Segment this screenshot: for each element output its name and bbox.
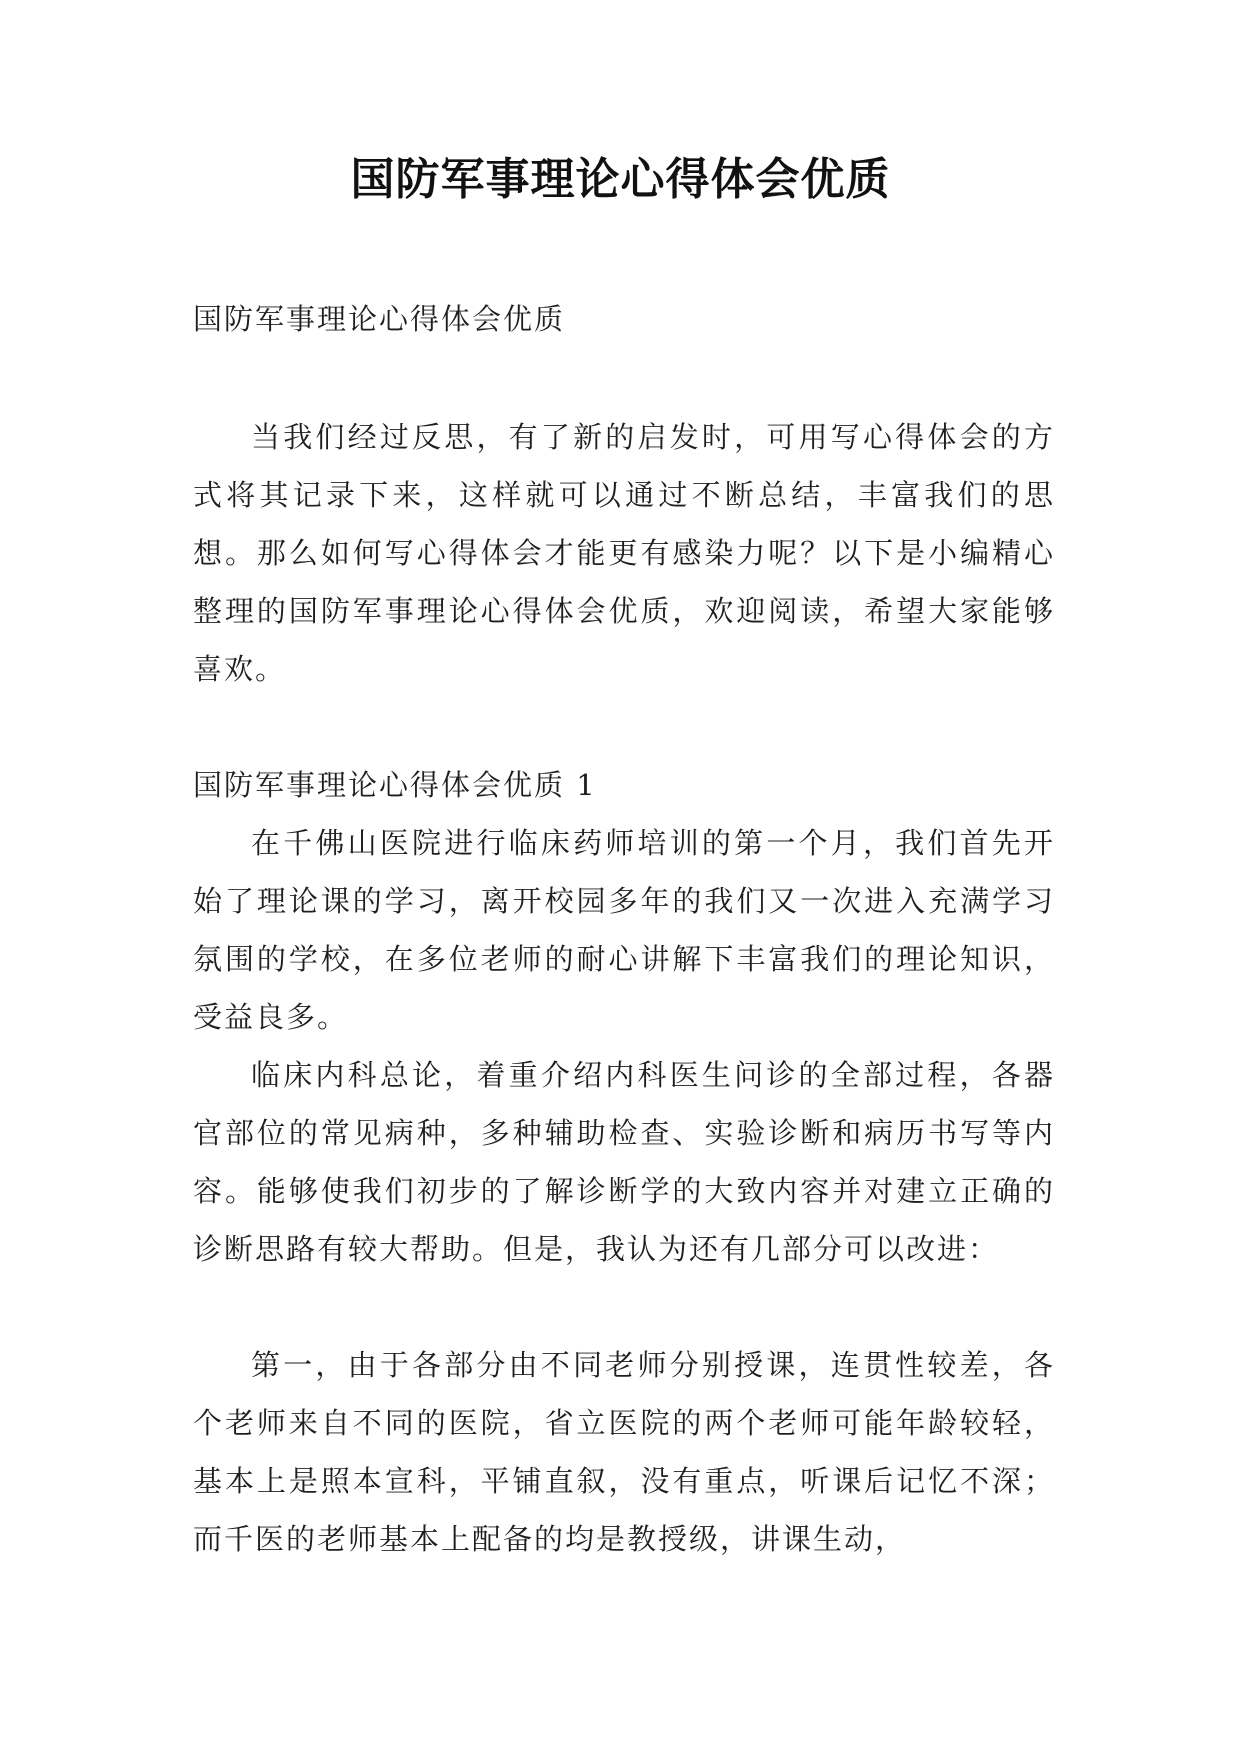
- document-subtitle: 国防军事理论心得体会优质: [193, 302, 566, 336]
- section-heading: 国防军事理论心得体会优质 1: [193, 768, 597, 802]
- body-paragraph-1: 在千佛山医院进行临床药师培训的第一个月，我们首先开始了理论课的学习，离开校园多年的我们又一次进入充满学习氛围的学校，在多位老师的耐心讲解下丰富我们的理论知识，受益良多。: [193, 826, 1055, 1034]
- intro-paragraph: 当我们经过反思，有了新的启发时，可用写心得体会的方式将其记录下来，这样就可以通过不断总结，丰富我们的思想。那么如何写心得体会才能更有感染力呢？以下是小编精心整理的国防军事理论心得体会优质，欢迎阅读，希望大家能够喜欢。: [193, 420, 1055, 686]
- document-title: 国防军事理论心得体会优质: [350, 154, 891, 205]
- body-paragraph-2: 临床内科总论，着重介绍内科医生问诊的全部过程，各器官部位的常见病种，多种辅助检查、实验诊断和病历书写等内容。能够使我们初步的了解诊断学的大致内容并对建立正确的诊断思路有较大帮助。但是，我认为还有几部分可以改进：: [193, 1058, 1055, 1266]
- body-paragraph-3: 第一，由于各部分由不同老师分别授课，连贯性较差，各个老师来自不同的医院，省立医院的两个老师可能年龄较轻，基本上是照本宣科，平铺直叙，没有重点，听课后记忆不深；而千医的老师基本上配备的均是教授级，讲课生动，: [193, 1348, 1055, 1556]
